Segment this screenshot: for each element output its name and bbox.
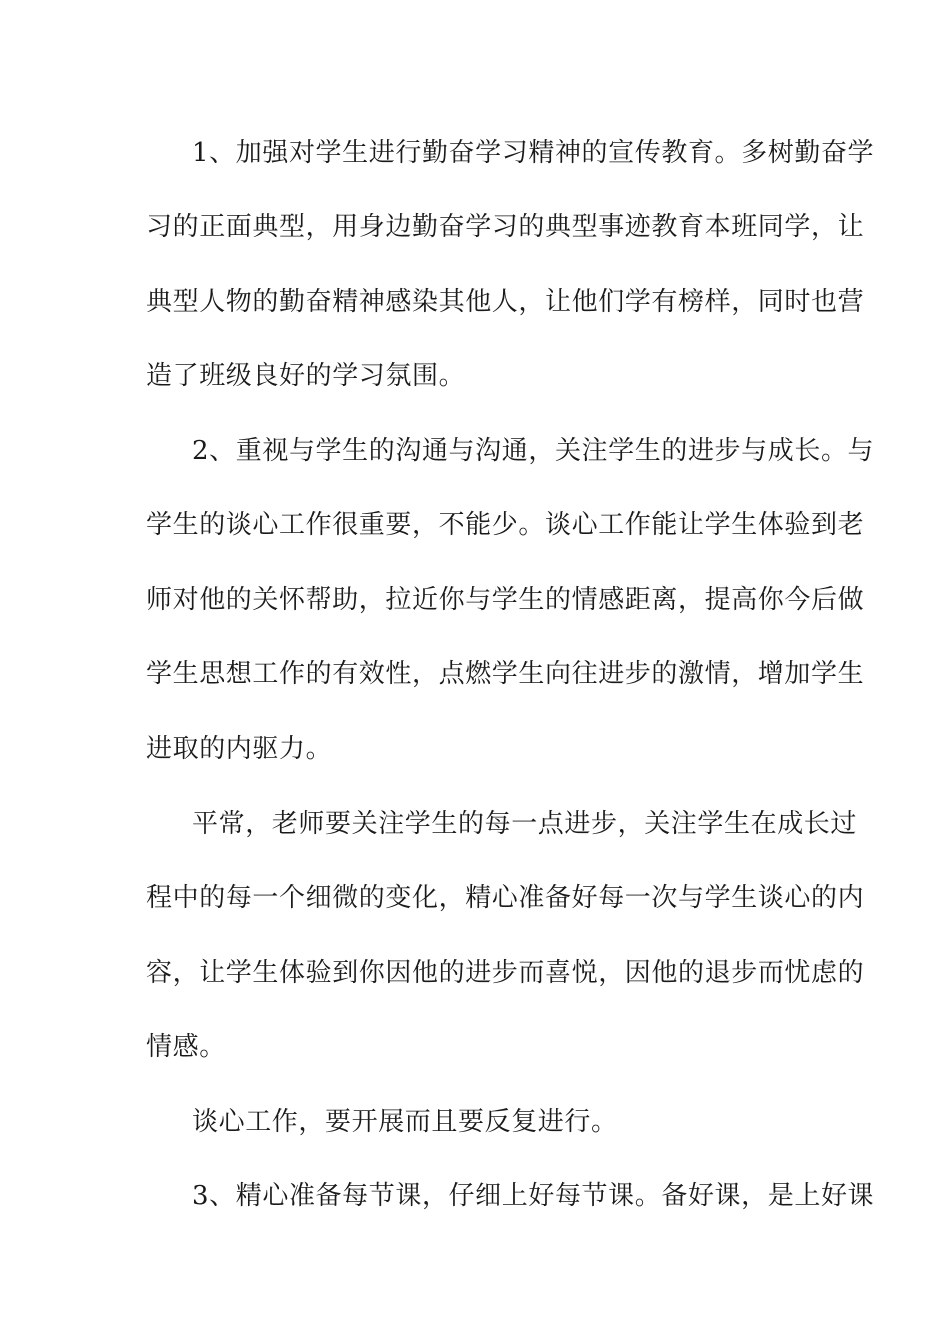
- paragraph-3-line-1: 平常，老师要关注学生的每一点进步，关注学生在成长过: [192, 809, 858, 839]
- paragraph-4-line-1: 谈心工作，要开展而且要反复进行。: [192, 1107, 618, 1137]
- paragraph-3-line-2: 程中的每一个细微的变化，精心准备好每一次与学生谈心的内: [146, 883, 865, 913]
- paragraph-3-line-4: 情感。: [146, 1032, 226, 1062]
- paragraph-5-line-1: 3、精心准备每节课，仔细上好每节课。备好课，是上好课: [192, 1181, 875, 1211]
- paragraph-2-line-5: 进取的内驱力。: [146, 734, 333, 764]
- paragraph-1-line-3: 典型人物的勤奋精神感染其他人，让他们学有榜样，同时也营: [146, 287, 865, 317]
- paragraph-1-line-4: 造了班级良好的学习氛围。: [146, 361, 466, 391]
- paragraph-1-line-1: 1、加强对学生进行勤奋学习精神的宣传教育。多树勤奋学: [192, 138, 875, 168]
- paragraph-2-line-2: 学生的谈心工作很重要，不能少。谈心工作能让学生体验到老: [146, 510, 865, 540]
- paragraph-2-line-1: 2、重视与学生的沟通与沟通，关注学生的进步与成长。与: [192, 436, 875, 466]
- paragraph-2-line-4: 学生思想工作的有效性，点燃学生向往进步的激情，增加学生: [146, 659, 865, 689]
- paragraph-3-line-3: 容，让学生体验到你因他的进步而喜悦，因他的退步而忧虑的: [146, 958, 865, 988]
- paragraph-2-line-3: 师对他的关怀帮助，拉近你与学生的情感距离，提高你今后做: [146, 585, 865, 615]
- paragraph-1-line-2: 习的正面典型，用身边勤奋学习的典型事迹教育本班同学，让: [146, 212, 865, 242]
